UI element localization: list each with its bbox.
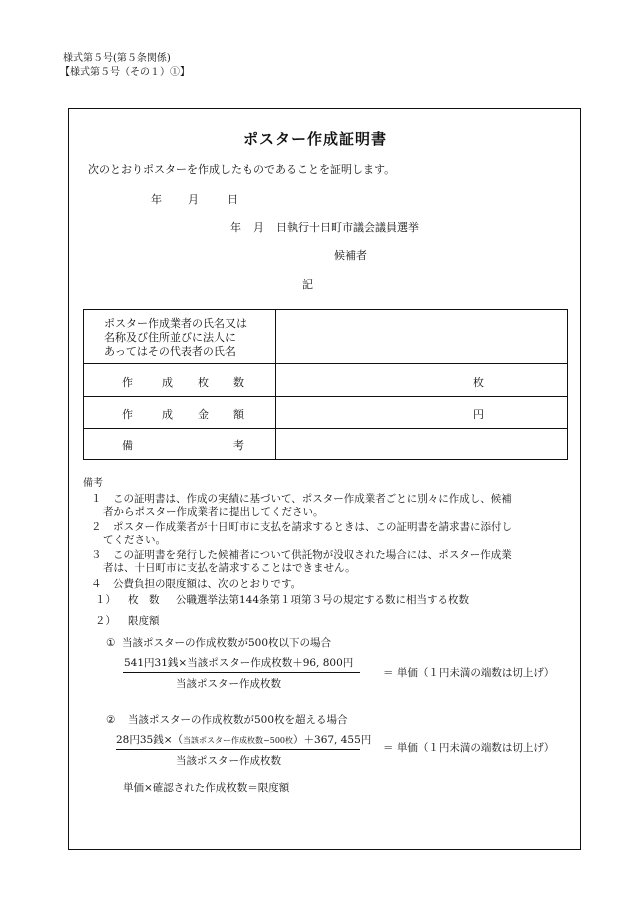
note2-number: ２: [91, 521, 102, 533]
amount-value-cell[interactable]: [276, 397, 567, 427]
case2-numerator-c: ）＋367, 455円: [293, 734, 372, 746]
remarks-value-cell[interactable]: [276, 429, 567, 459]
form-number: 様式第５号(第５条関係): [63, 53, 171, 64]
row-amount-label-2: 成: [162, 408, 173, 421]
case1-text: 当該ポスターの作成枚数が500枚以下の場合: [122, 637, 332, 649]
sub1-number: １）: [95, 594, 116, 606]
remarks-label-2: 考: [233, 439, 244, 452]
contractor-value-cell[interactable]: [276, 310, 567, 362]
date-day: 日: [227, 193, 238, 206]
note2-line1: ポスター作成業者が十日町市に支払を請求するときは、この証明書を請求書に添付し: [113, 521, 512, 533]
sub1-label: 枚 数: [128, 594, 160, 606]
form-subnumber: 【様式第５号（その１）①】: [60, 67, 190, 78]
case1-number: ①: [106, 637, 116, 649]
remarks-label-1: 備: [122, 439, 133, 452]
case2-denominator: 当該ポスター作成枚数: [176, 755, 281, 767]
note1-number: １: [91, 493, 102, 505]
contractor-label-line1: ポスター作成業者の氏名又は: [104, 317, 247, 330]
sub1-text: 公職選挙法第144条第１項第３号の規定する数に相当する枚数: [176, 594, 470, 606]
case2-fraction-bar: [116, 749, 360, 750]
election-month: 月: [253, 221, 264, 234]
count-value-cell[interactable]: [276, 364, 567, 395]
ki-label: 記: [302, 278, 313, 291]
certificate-statement: 次のとおりポスターを作成したものであることを証明します。: [88, 163, 396, 176]
sub2-label: 限度額: [128, 615, 160, 627]
note1-line1: この証明書は、作成の実績に基づいて、ポスター作成業者ごとに別々に作成し、候補: [113, 493, 512, 505]
limit-formula: 単価×確認された作成枚数＝限度額: [123, 782, 290, 794]
candidate-label: 候補者: [334, 249, 367, 262]
date-year: 年: [151, 193, 162, 206]
case2-numerator-b: 当該ポスター作成枚数−500枚: [183, 736, 294, 745]
case1-denominator: 当該ポスター作成枚数: [176, 678, 281, 690]
amount-unit: 円: [473, 408, 484, 421]
row-count-label-4: 数: [233, 376, 244, 389]
case2-number: ②: [106, 714, 116, 726]
case2-result: ＝ 単価（１円未満の端数は切上げ）: [383, 742, 555, 754]
row-count-label-3: 枚: [198, 376, 209, 389]
certificate-table: [83, 309, 568, 460]
row-amount-label-4: 額: [233, 408, 244, 421]
row-count-label-1: 作: [122, 376, 133, 389]
row-amount-label-3: 金: [198, 408, 209, 421]
row-amount-label-1: 作: [122, 408, 133, 421]
case1-fraction-bar: [123, 672, 360, 673]
notes-title: 備考: [83, 478, 103, 489]
date-month: 月: [188, 193, 199, 206]
note2-line2: てください。: [103, 534, 166, 546]
case2-numerator-a: 28円35銭×（: [116, 734, 184, 746]
contractor-label-line3: あってはその代表者の氏名: [104, 345, 236, 358]
note3-line2: 者は、十日町市に支払を請求することはできません。: [103, 562, 356, 574]
note3-line1: この証明書を発行した候補者について供託物が没収された場合には、ポスター作成業: [113, 549, 512, 561]
contractor-label-line2: 名称及び住所並びに法人に: [104, 331, 236, 344]
case2-text: 当該ポスターの作成枚数が500枚を超える場合: [128, 714, 348, 726]
election-year: 年: [230, 221, 241, 234]
row-count-label-2: 成: [162, 376, 173, 389]
document-title: ポスター作成証明書: [242, 130, 387, 148]
case2-numerator: [116, 734, 371, 747]
election-name: 日執行十日町市議会議員選挙: [276, 221, 419, 234]
note4-line1: 公費負担の限度額は、次のとおりです。: [113, 578, 302, 590]
note3-number: ３: [91, 549, 102, 561]
case1-numerator: 541円31銭×当該ポスター作成枚数＋96, 800円: [124, 657, 354, 669]
sub2-number: ２）: [95, 615, 116, 627]
note4-number: ４: [91, 578, 102, 590]
count-unit: 枚: [473, 376, 484, 389]
note1-line2: 者からポスター作成業者に提出してください。: [103, 506, 324, 518]
case1-result: ＝ 単価（１円未満の端数は切上げ）: [383, 667, 555, 679]
